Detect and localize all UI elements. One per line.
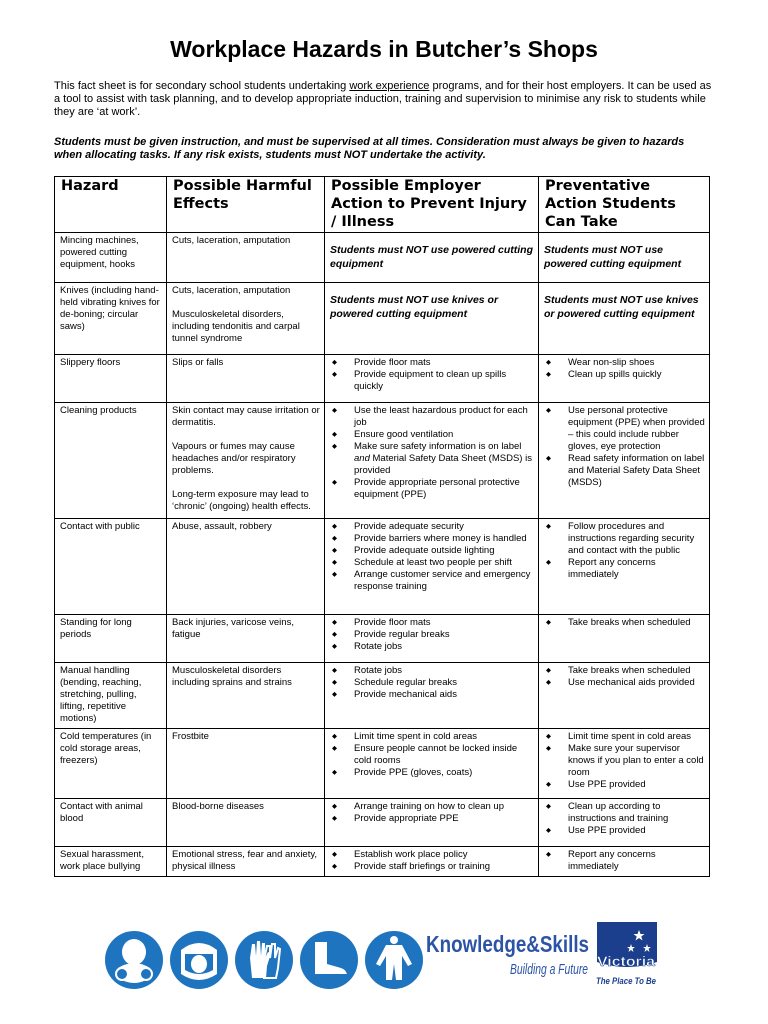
table-row — [55, 355, 710, 403]
hazard-cell: Cold temperatures (in cold storage areas, freezers) — [55, 729, 167, 799]
action-list — [330, 357, 534, 393]
action-item: ◆ Clean up spills quickly — [544, 369, 705, 381]
action-item: ◆ Clean up according to instructions and training — [544, 801, 705, 825]
student-action-cell — [539, 519, 710, 615]
header-hazard: Hazard — [55, 177, 167, 233]
overalls-icon — [364, 930, 424, 990]
action-item: ◆ Make sure safety information is on label and Material Safety Data Sheet (MSDS) is provided — [330, 441, 534, 477]
gloves-icon — [234, 930, 294, 990]
effects-cell — [167, 847, 325, 877]
table-row — [55, 519, 710, 615]
effect-text: Abuse, assault, robbery — [172, 521, 272, 532]
table-row — [55, 729, 710, 799]
action-item: ◆ Provide appropriate personal protective equipment (PPE) — [330, 477, 534, 501]
student-action-cell — [539, 403, 710, 519]
action-item: ◆ Schedule at least two people per shift — [330, 557, 534, 569]
action-item: ◆ Provide staff briefings or training — [330, 861, 534, 873]
hazard-cell: Contact with public — [55, 519, 167, 615]
knowledge-skills-logo — [426, 926, 592, 988]
employer-action-cell — [325, 355, 539, 403]
action-list — [544, 849, 705, 873]
action-item: ◆ Rotate jobs — [330, 665, 534, 677]
employer-action-cell — [325, 847, 539, 877]
employer-action-cell — [325, 729, 539, 799]
effects-cell — [167, 403, 325, 519]
action-item: ◆ Make sure your supervisor knows if you plan to enter a cold room — [544, 743, 705, 779]
student-action-cell — [539, 355, 710, 403]
effects-cell — [167, 233, 325, 283]
ks-logo-line2: Building a Future — [510, 961, 588, 978]
effect-text: Frostbite — [172, 731, 209, 742]
page-title: Workplace Hazards in Butcher’s Shops — [170, 36, 598, 62]
action-item: ◆ Take breaks when scheduled — [544, 617, 705, 629]
respirator-icon — [104, 930, 164, 990]
table-row — [55, 403, 710, 519]
effects-cell — [167, 729, 325, 799]
action-list — [330, 849, 534, 873]
action-item: ◆ Use mechanical aids provided — [544, 677, 705, 689]
effects-cell — [167, 615, 325, 663]
hazard-cell: Sexual harassment, work place bullying — [55, 847, 167, 877]
work-experience-link[interactable]: work experience — [349, 80, 430, 92]
action-list — [544, 665, 705, 689]
student-action-cell — [539, 615, 710, 663]
action-list — [330, 665, 534, 701]
action-list — [544, 731, 705, 791]
intro-text-after: programs, and for their host employers. It can be used as a tool to assist with task planning, and to develop appropriate induction, training and supervision to minimise any risk to students while they are ‘at work’. — [54, 80, 712, 118]
hazard-cell: Manual handling (bending, reaching, stretching, pulling, lifting, repetitive motions) — [55, 663, 167, 729]
action-item: ◆ Limit time spent in cold areas — [330, 731, 534, 743]
hazard-cell: Knives (including hand-held vibrating knives for de-boning; circular saws) — [55, 283, 167, 355]
hazard-cell: Slippery floors — [55, 355, 167, 403]
header-effects: Possible Harmful Effects — [167, 177, 325, 233]
action-item: ◆ Use PPE provided — [544, 825, 705, 837]
effects-cell — [167, 283, 325, 355]
action-list — [544, 801, 705, 837]
effect-text: Blood-borne diseases — [172, 801, 264, 812]
action-item: ◆ Provide adequate outside lighting — [330, 545, 534, 557]
action-list — [330, 617, 534, 653]
effect-text: Musculoskeletal disorders including sprains and strains — [172, 665, 292, 688]
action-list — [330, 731, 534, 779]
action-item: ◆ Read safety information on label and Material Safety Data Sheet (MSDS) — [544, 453, 705, 489]
table-row — [55, 283, 710, 355]
action-item: ◆ Follow procedures and instructions regarding security and contact with the public — [544, 521, 705, 557]
table-row — [55, 799, 710, 847]
employer-action-cell: Students must NOT use knives or powered cutting equipment — [325, 283, 539, 355]
action-item: ◆ Take breaks when scheduled — [544, 665, 705, 677]
action-item: ◆ Use the least hazardous product for each job — [330, 405, 534, 429]
action-item: ◆ Wear non-slip shoes — [544, 357, 705, 369]
table-row — [55, 847, 710, 877]
effects-cell — [167, 799, 325, 847]
student-action-cell — [539, 729, 710, 799]
effect-text: Emotional stress, fear and anxiety, physical illness — [172, 849, 318, 872]
action-list — [544, 405, 705, 489]
effect-text: Cuts, laceration, amputation — [172, 235, 291, 246]
table-row — [55, 233, 710, 283]
effect-text: Long-term exposure may lead to ‘chronic’ (ongoing) health effects. — [172, 489, 311, 512]
action-item: ◆ Rotate jobs — [330, 641, 534, 653]
header-student-action: Preventative Action Students Can Take — [539, 177, 710, 233]
table-row — [55, 663, 710, 729]
effect-text: Cuts, laceration, amputation — [172, 285, 291, 296]
action-item: ◆ Use personal protective equipment (PPE) when provided – this could include rubber gloves, eye protection — [544, 405, 705, 453]
action-item: ◆ Ensure good ventilation — [330, 429, 534, 441]
student-action-cell: Students must NOT use knives or powered cutting equipment — [539, 283, 710, 355]
action-item: ◆ Use PPE provided — [544, 779, 705, 791]
student-action-cell — [539, 663, 710, 729]
face-shield-icon — [169, 930, 229, 990]
effects-cell — [167, 663, 325, 729]
action-item: ◆ Provide equipment to clean up spills quickly — [330, 369, 534, 393]
intro-text-before: This fact sheet is for secondary school students undertaking — [54, 80, 350, 92]
employer-action-cell — [325, 663, 539, 729]
employer-action-cell — [325, 615, 539, 663]
employer-action-cell: Students must NOT use powered cutting equipment — [325, 233, 539, 283]
action-item: ◆ Report any concerns immediately — [544, 557, 705, 581]
effect-text: Slips or falls — [172, 357, 224, 368]
action-item: ◆ Schedule regular breaks — [330, 677, 534, 689]
victoria-logo — [595, 922, 658, 992]
action-list — [330, 405, 534, 501]
hazard-cell: Contact with animal blood — [55, 799, 167, 847]
action-item: ◆ Provide adequate security — [330, 521, 534, 533]
student-action-cell — [539, 847, 710, 877]
action-item: ◆ Provide barriers where money is handled — [330, 533, 534, 545]
vic-logo-name: Victoria — [597, 953, 656, 969]
effects-cell — [167, 355, 325, 403]
table-header-row — [55, 177, 710, 233]
effects-cell — [167, 519, 325, 615]
ks-logo-line1: Knowledge&Skills — [426, 931, 589, 957]
action-item: ◆ Provide floor mats — [330, 357, 534, 369]
student-action-cell — [539, 799, 710, 847]
action-item: ◆ Provide regular breaks — [330, 629, 534, 641]
action-item: ◆ Establish work place policy — [330, 849, 534, 861]
supervision-warning: Students must be given instruction, and must be supervised at all times. Consideration must always be given to hazards when allocating tasks. If any risk exists, students must NOT undertake the activity. — [54, 136, 685, 161]
student-action-cell: Students must NOT use powered cutting equipment — [539, 233, 710, 283]
effect-text: Skin contact may cause irritation or dermatitis. — [172, 405, 320, 428]
table-row — [55, 615, 710, 663]
hazards-table — [54, 176, 710, 877]
action-list — [544, 617, 705, 629]
footer-logos — [104, 926, 664, 994]
action-item: ◆ Report any concerns immediately — [544, 849, 705, 873]
safety-boots-icon — [299, 930, 359, 990]
employer-action-cell — [325, 403, 539, 519]
action-item: ◆ Ensure people cannot be locked inside cold rooms — [330, 743, 534, 767]
header-employer-action: Possible Employer Action to Prevent Injury / Illness — [325, 177, 539, 233]
employer-action-cell — [325, 519, 539, 615]
action-list — [544, 521, 705, 581]
action-item: ◆ Limit time spent in cold areas — [544, 731, 705, 743]
action-item: ◆ Provide PPE (gloves, coats) — [330, 767, 534, 779]
effect-text: Back injuries, varicose veins, fatigue — [172, 617, 294, 640]
action-item: ◆ Provide mechanical aids — [330, 689, 534, 701]
intro-paragraph — [54, 80, 714, 119]
hazard-cell: Mincing machines, powered cutting equipment, hooks — [55, 233, 167, 283]
hazard-cell: Cleaning products — [55, 403, 167, 519]
action-item: ◆ Provide floor mats — [330, 617, 534, 629]
action-list — [330, 521, 534, 593]
action-item: ◆ Provide appropriate PPE — [330, 813, 534, 825]
hazard-cell: Standing for long periods — [55, 615, 167, 663]
vic-logo-tagline: The Place To Be — [596, 976, 656, 986]
employer-action-cell — [325, 799, 539, 847]
effect-text: Vapours or fumes may cause headaches and/or respiratory problems. — [172, 441, 296, 476]
action-item: ◆ Arrange customer service and emergency response training — [330, 569, 534, 593]
effect-text: Musculoskeletal disorders, including tendonitis and carpal tunnel syndrome — [172, 309, 300, 344]
action-list — [330, 801, 534, 825]
action-item: ◆ Arrange training on how to clean up — [330, 801, 534, 813]
action-list — [544, 357, 705, 381]
